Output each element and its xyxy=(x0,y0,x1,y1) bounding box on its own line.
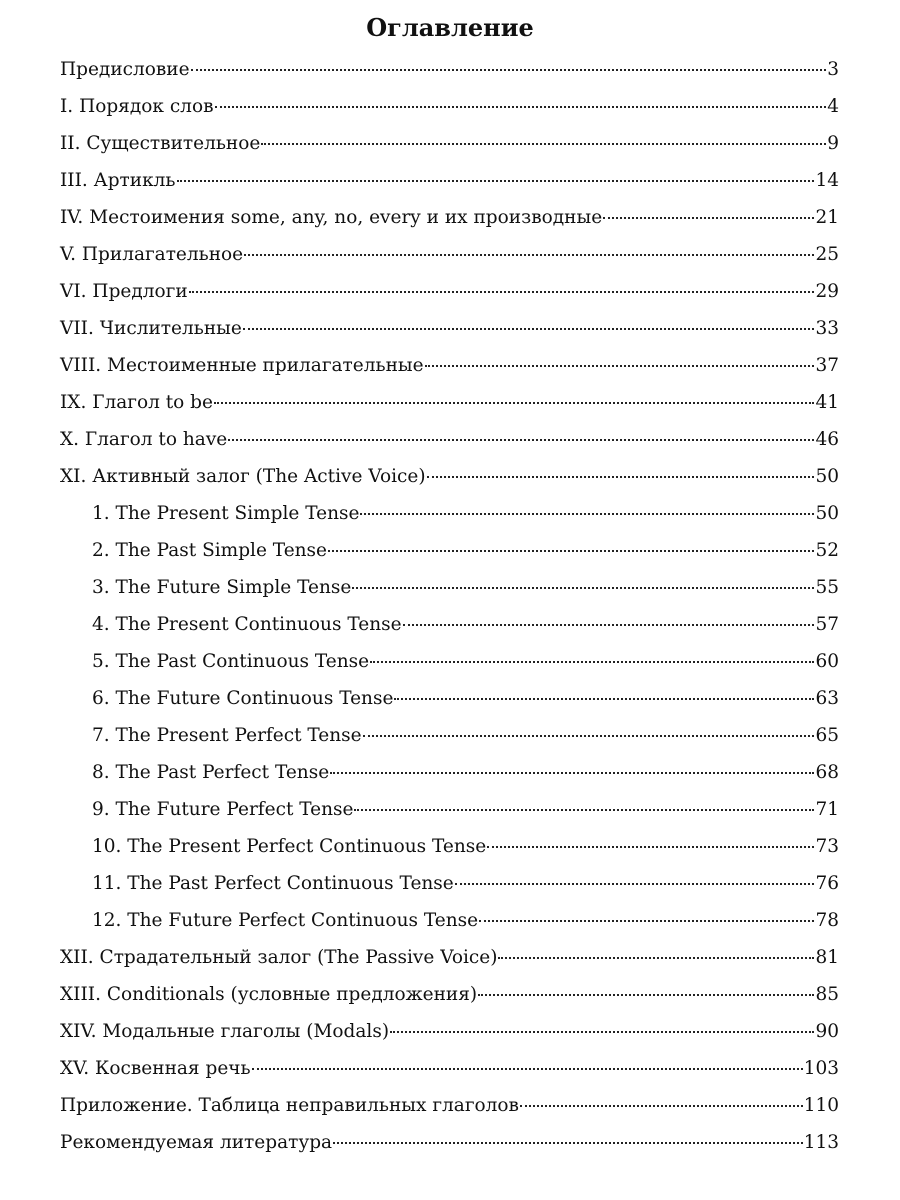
toc-entry-page-number: 63 xyxy=(815,688,839,709)
toc-entry-page-number: 57 xyxy=(815,614,839,635)
toc-entry-label: XIII. Conditionals (условные предложения) xyxy=(60,984,478,1005)
toc-entry xyxy=(60,754,839,791)
toc-entry-page-number: 3 xyxy=(827,59,839,80)
dot-leader xyxy=(403,624,815,626)
toc-entry-page-number: 110 xyxy=(803,1095,839,1116)
toc-entry xyxy=(60,643,839,680)
dot-leader xyxy=(520,1105,803,1107)
toc-entry xyxy=(60,384,839,421)
dot-leader xyxy=(360,513,814,515)
dot-leader xyxy=(603,217,814,219)
dot-leader xyxy=(352,587,814,589)
toc-entry-label: V. Прилагательное xyxy=(60,244,244,265)
dot-leader xyxy=(191,69,827,71)
toc-entry-page-number: 103 xyxy=(803,1058,839,1079)
toc-entry-label: XI. Активный залог (The Active Voice) xyxy=(60,466,426,487)
toc-entry-label: 9. The Future Perfect Tense xyxy=(92,799,354,820)
toc-entry-page-number: 55 xyxy=(815,577,839,598)
toc-entry xyxy=(60,236,839,273)
toc-entry xyxy=(60,458,839,495)
dot-leader xyxy=(425,365,815,367)
toc-entry xyxy=(60,791,839,828)
toc-entry-label: Предисловие xyxy=(60,59,190,80)
toc-entry xyxy=(60,828,839,865)
toc-entry-label: 1. The Present Simple Tense xyxy=(92,503,360,524)
toc-entry-page-number: 50 xyxy=(815,466,839,487)
toc-entry xyxy=(60,569,839,606)
toc-entry-label: 12. The Future Perfect Continuous Tense xyxy=(92,910,479,931)
toc-entry xyxy=(60,1124,839,1161)
page-title: Оглавление xyxy=(366,13,534,42)
dot-leader xyxy=(215,106,827,108)
toc-entry-label: VI. Предлоги xyxy=(60,281,188,302)
toc-entry xyxy=(60,976,839,1013)
toc-entry-page-number: 37 xyxy=(815,355,839,376)
toc-entry-label: X. Глагол to have xyxy=(60,429,228,450)
dot-leader xyxy=(478,994,814,996)
toc-entry-label: II. Существительное xyxy=(60,133,261,154)
toc-entry-label: VIII. Местоименные прилагательные xyxy=(60,355,424,376)
toc-entry-label: IX. Глагол to be xyxy=(60,392,213,413)
toc-entry-label: 11. The Past Perfect Continuous Tense xyxy=(92,873,454,894)
toc-entry-page-number: 78 xyxy=(815,910,839,931)
toc-entry-page-number: 81 xyxy=(815,947,839,968)
toc-entry-label: XV. Косвенная речь xyxy=(60,1058,251,1079)
dot-leader xyxy=(487,846,814,848)
toc-entry xyxy=(60,532,839,569)
dot-leader xyxy=(363,735,815,737)
toc-entry-label: XII. Страдательный залог (The Passive Voice) xyxy=(60,947,498,968)
toc-entry-page-number: 14 xyxy=(815,170,839,191)
toc-entry-page-number: 46 xyxy=(815,429,839,450)
dot-leader xyxy=(498,957,814,959)
toc-entry xyxy=(60,310,839,347)
toc-entry-page-number: 50 xyxy=(815,503,839,524)
toc-entry-page-number: 33 xyxy=(815,318,839,339)
toc-entry-label: 7. The Present Perfect Tense xyxy=(92,725,362,746)
toc-entry-label: XIV. Модальные глаголы (Modals) xyxy=(60,1021,390,1042)
toc-entry-label: 10. The Present Perfect Continuous Tense xyxy=(92,836,487,857)
toc-entry xyxy=(60,1050,839,1087)
toc-entry-label: 5. The Past Continuous Tense xyxy=(92,651,370,672)
toc-entry xyxy=(60,273,839,310)
toc-entry-page-number: 73 xyxy=(815,836,839,857)
dot-leader xyxy=(333,1142,803,1144)
dot-leader xyxy=(328,550,814,552)
toc-entry-label: 6. The Future Continuous Tense xyxy=(92,688,394,709)
dot-leader xyxy=(252,1068,803,1070)
toc-entry-page-number: 60 xyxy=(815,651,839,672)
table-of-contents xyxy=(60,51,839,1161)
toc-entry-label: VII. Числительные xyxy=(60,318,242,339)
dot-leader xyxy=(261,143,826,145)
dot-leader xyxy=(479,920,814,922)
toc-entry xyxy=(60,680,839,717)
toc-entry xyxy=(60,902,839,939)
dot-leader xyxy=(330,772,814,774)
toc-entry-page-number: 68 xyxy=(815,762,839,783)
toc-entry-label: I. Порядок слов xyxy=(60,96,214,117)
toc-entry-label: III. Артикль xyxy=(60,170,176,191)
toc-entry-page-number: 65 xyxy=(815,725,839,746)
toc-entry xyxy=(60,1013,839,1050)
toc-entry-label: Приложение. Таблица неправильных глаголов xyxy=(60,1095,519,1116)
toc-entry xyxy=(60,939,839,976)
toc-entry-label: 2. The Past Simple Tense xyxy=(92,540,327,561)
toc-entry xyxy=(60,606,839,643)
dot-leader xyxy=(394,698,814,700)
dot-leader xyxy=(177,180,815,182)
toc-entry xyxy=(60,495,839,532)
toc-entry-page-number: 9 xyxy=(827,133,839,154)
toc-entry-page-number: 113 xyxy=(803,1132,839,1153)
toc-entry-page-number: 41 xyxy=(815,392,839,413)
toc-entry xyxy=(60,51,839,88)
toc-entry xyxy=(60,717,839,754)
toc-entry-page-number: 25 xyxy=(815,244,839,265)
toc-entry-label: IV. Местоимения some, any, no, every и их производные xyxy=(60,207,603,228)
toc-entry-label: 8. The Past Perfect Tense xyxy=(92,762,330,783)
toc-entry-page-number: 29 xyxy=(815,281,839,302)
toc-entry-page-number: 85 xyxy=(815,984,839,1005)
toc-entry-page-number: 4 xyxy=(827,96,839,117)
toc-entry-label: Рекомендуемая литература xyxy=(60,1132,333,1153)
toc-entry-page-number: 76 xyxy=(815,873,839,894)
dot-leader xyxy=(228,439,814,441)
toc-entry-page-number: 52 xyxy=(815,540,839,561)
dot-leader xyxy=(427,476,815,478)
toc-entry xyxy=(60,421,839,458)
toc-entry-page-number: 21 xyxy=(815,207,839,228)
toc-entry-label: 4. The Present Continuous Tense xyxy=(92,614,402,635)
dot-leader xyxy=(455,883,815,885)
dot-leader xyxy=(243,328,815,330)
toc-entry xyxy=(60,125,839,162)
toc-entry-page-number: 71 xyxy=(815,799,839,820)
dot-leader xyxy=(244,254,814,256)
toc-entry xyxy=(60,199,839,236)
dot-leader xyxy=(390,1031,814,1033)
toc-entry-label: 3. The Future Simple Tense xyxy=(92,577,352,598)
toc-entry xyxy=(60,865,839,902)
toc-entry xyxy=(60,88,839,125)
dot-leader xyxy=(214,402,814,404)
dot-leader xyxy=(189,291,815,293)
toc-entry xyxy=(60,162,839,199)
toc-entry xyxy=(60,347,839,384)
dot-leader xyxy=(370,661,814,663)
dot-leader xyxy=(354,809,814,811)
toc-entry xyxy=(60,1087,839,1124)
toc-entry-page-number: 90 xyxy=(815,1021,839,1042)
